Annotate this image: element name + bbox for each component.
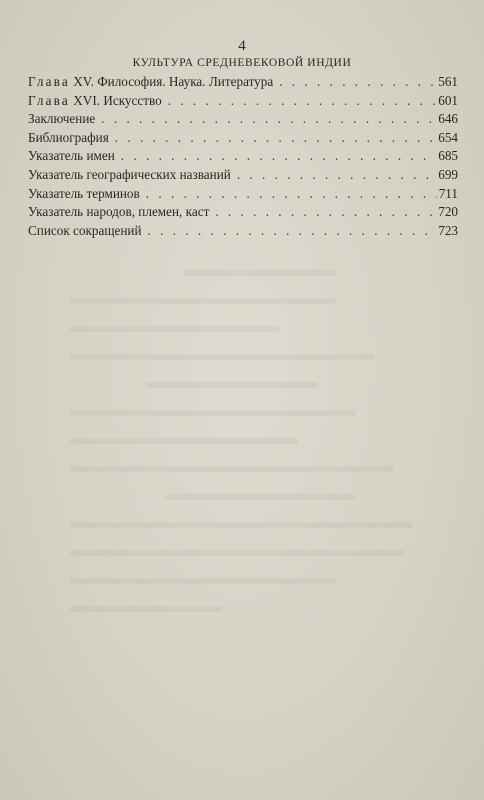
page-header (0, 38, 484, 70)
toc-entry-label (28, 185, 140, 204)
toc-leader-dots (162, 92, 437, 111)
toc-entry-page: 646 (438, 111, 458, 127)
toc-entry[interactable] (28, 147, 458, 166)
page-number: 4 (238, 38, 246, 54)
toc-leader-dots (273, 73, 436, 92)
toc-entry-title: Указатель терминов (28, 185, 140, 201)
toc-entry-page: 561 (438, 74, 458, 89)
table-of-contents (28, 73, 458, 240)
toc-entry-title: Библиография (28, 129, 109, 145)
toc-leader-dots (115, 147, 436, 166)
toc-entry-title: Список сокращений (28, 222, 142, 238)
toc-leader-dots (140, 185, 437, 204)
toc-leader-dots (142, 222, 437, 241)
toc-entry-page: 699 (438, 166, 458, 182)
toc-entry-page: 723 (438, 222, 458, 238)
toc-entry-page: 685 (438, 148, 458, 164)
toc-entry[interactable] (28, 92, 458, 111)
running-title: КУЛЬТУРА СРЕДНЕВЕКОВОЙ ИНДИИ (132, 57, 352, 69)
toc-entry-page: 711 (438, 185, 458, 201)
toc-entry-title: Заключение (28, 111, 96, 127)
toc-entry-prefix: Глава (28, 74, 70, 89)
toc-entry-label (28, 147, 115, 166)
toc-entry-label (28, 203, 209, 222)
toc-entry-title: XV. Философия. Наука. Литература (73, 74, 274, 89)
toc-entry[interactable] (28, 129, 458, 148)
toc-entry-page: 720 (438, 204, 458, 220)
toc-entry-page: 601 (438, 92, 458, 108)
toc-entry[interactable] (28, 110, 458, 129)
toc-entry[interactable] (28, 222, 458, 241)
toc-leader-dots (109, 129, 436, 148)
toc-entry-title: XVI. Искусство (73, 92, 162, 108)
toc-entry-label (28, 166, 231, 185)
toc-entry-label (28, 129, 109, 148)
toc-entry[interactable] (28, 203, 458, 222)
toc-entry-label (28, 222, 142, 241)
toc-leader-dots (95, 110, 436, 129)
toc-entry-page: 654 (438, 129, 458, 145)
toc-entry[interactable] (28, 73, 458, 92)
bleed-through-text (70, 270, 450, 790)
toc-entry-label (28, 110, 95, 129)
toc-entry[interactable] (28, 166, 458, 185)
toc-entry-label (28, 73, 273, 92)
toc-entry-title: Указатель народов, племен, каст (28, 204, 210, 220)
toc-entry-prefix: Глава (28, 92, 70, 108)
toc-entry-title: Указатель имен (28, 148, 115, 164)
toc-leader-dots (231, 166, 436, 185)
toc-entry-label (28, 92, 162, 111)
toc-entry-title: Указатель географических названий (28, 166, 231, 182)
toc-leader-dots (209, 203, 436, 222)
toc-entry[interactable] (28, 185, 458, 204)
